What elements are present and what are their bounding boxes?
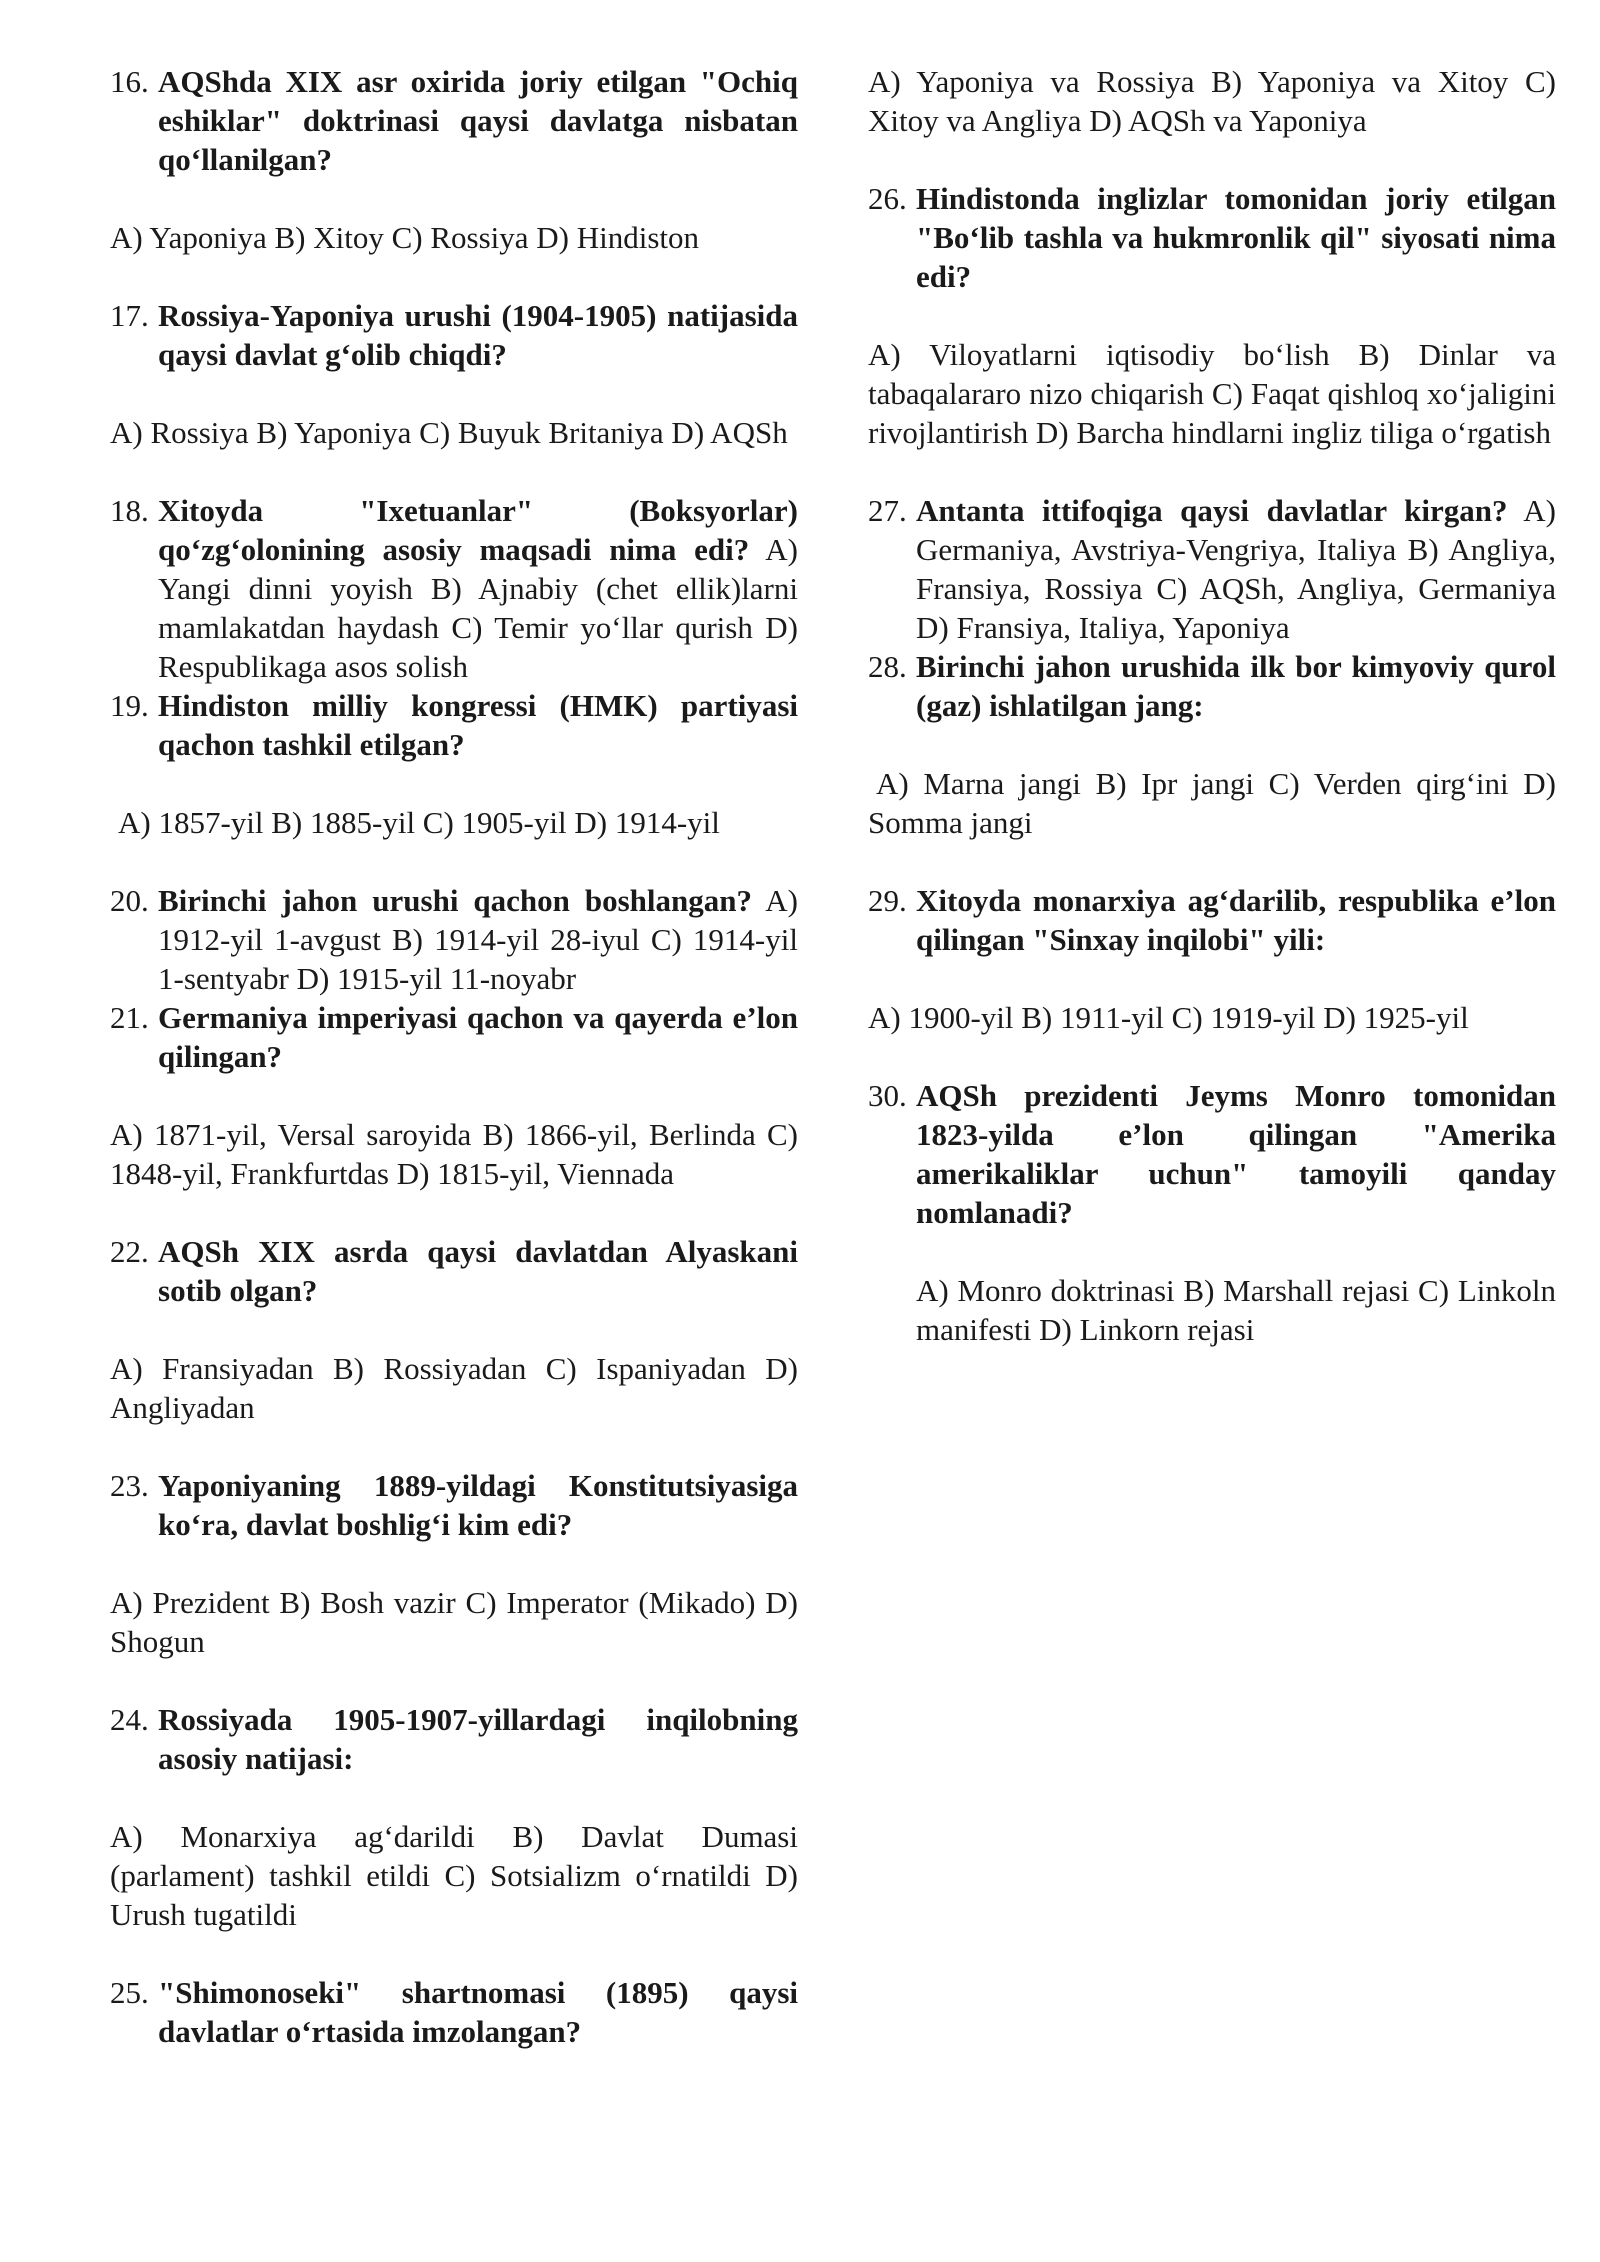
question-number: 18.: [110, 493, 149, 528]
question-number: 17.: [110, 298, 149, 333]
question-number: 27.: [868, 493, 907, 528]
question-text: Rossiya-Yaponiya urushi (1904-1905) natijasida qaysi davlat g‘olib chiqdi?: [158, 298, 798, 372]
question-text: Antanta ittifoqiga qaysi davlatlar kirgan?: [916, 493, 1508, 528]
question-17: [110, 296, 798, 374]
answer-options-23: A) Prezident B) Bosh vazir C) Imperator (Mikado) D) Shogun: [110, 1585, 798, 1659]
answer-options-30: A) Monro doktrinasi B) Marshall rejasi C) Linkoln manifesti D) Linkorn rejasi: [916, 1273, 1556, 1347]
question-text: Xitoyda "Ixetuanlar" (Boksyorlar) qo‘zg‘olonining asosiy maqsadi nima edi?: [158, 493, 798, 567]
question-number: 22.: [110, 1234, 149, 1269]
question-number: 21.: [110, 1000, 149, 1035]
answer-options-21: A) 1871-yil, Versal saroyida B) 1866-yil, Berlinda C) 1848-yil, Frankfurtdas D) 1815-yil, Viennada: [110, 1117, 798, 1191]
question-26: [868, 179, 1556, 296]
question-19: [110, 686, 798, 764]
question-number: 23.: [110, 1468, 149, 1503]
question-18: [110, 491, 798, 686]
answer-options-27: A) Germaniya, Avstriya-Vengriya, Italiya B) Angliya, Fransiya, Rossiya C) AQSh, Angliya, Germaniya D) Fransiya, Italiya, Yaponiya: [916, 493, 1556, 645]
answer-options-26: A) Viloyatlarni iqtisodiy bo‘lish B) Dinlar va tabaqalararo nizo chiqarish C) Faqat qishloq xo‘jaligini rivojlantirish D) Barcha hindlarni ingliz tiliga o‘rgatish: [868, 337, 1556, 450]
question-text: Germaniya imperiyasi qachon va qayerda e’lon qilingan?: [158, 1000, 798, 1074]
question-text: Yaponiyaning 1889-yildagi Konstitutsiyasiga ko‘ra, davlat boshlig‘i kim edi?: [158, 1468, 798, 1542]
question-text: AQShda XIX asr oxirida joriy etilgan "Ochiq eshiklar" doktrinasi qaysi davlatga nisbatan qo‘llanilgan?: [158, 64, 798, 177]
answer-options-24: A) Monarxiya ag‘darildi B) Davlat Dumasi (parlament) tashkil etildi C) Sotsializm o‘rnatildi D) Urush tugatildi: [110, 1819, 798, 1932]
answer-options-17: A) Rossiya B) Yaponiya C) Buyuk Britaniya D) AQSh: [110, 415, 788, 450]
question-16: [110, 62, 798, 179]
question-23: [110, 1466, 798, 1544]
answer-options-16: A) Yaponiya B) Xitoy C) Rossiya D) Hindiston: [110, 220, 700, 255]
left-column: [110, 62, 798, 2051]
question-text: Xitoyda monarxiya ag‘darilib, respublika e’lon qilingan "Sinxay inqilobi" yili:: [916, 883, 1556, 957]
question-text: Hindistonda inglizlar tomonidan joriy etilgan "Bo‘lib tashla va hukmronlik qil" siyosati nima edi?: [916, 181, 1556, 294]
answer-options-19: A) 1857-yil B) 1885-yil C) 1905-yil D) 1914-yil: [118, 805, 720, 840]
answer-options-29: A) 1900-yil B) 1911-yil C) 1919-yil D) 1925-yil: [868, 1000, 1469, 1035]
question-text: Birinchi jahon urushi qachon boshlangan?: [158, 883, 752, 918]
answer-options-25: A) Yaponiya va Rossiya B) Yaponiya va Xitoy C) Xitoy va Angliya D) AQSh va Yaponiya: [868, 64, 1556, 138]
question-number: 30.: [868, 1078, 907, 1113]
question-number: 25.: [110, 1975, 149, 2010]
question-number: 20.: [110, 883, 149, 918]
question-text: AQSh XIX asrda qaysi davlatdan Alyaskani sotib olgan?: [158, 1234, 798, 1308]
question-25: [110, 1973, 798, 2051]
question-text: Rossiyada 1905-1907-yillardagi inqilobning asosiy natijasi:: [158, 1702, 798, 1776]
question-text: Hindiston milliy kongressi (HMK) partiyasi qachon tashkil etilgan?: [158, 688, 798, 762]
answer-options-28: A) Marna jangi B) Ipr jangi C) Verden qirg‘ini D) Somma jangi: [868, 766, 1556, 840]
question-text: Birinchi jahon urushida ilk bor kimyoviy qurol (gaz) ishlatilgan jang:: [916, 649, 1556, 723]
question-29: [868, 881, 1556, 959]
question-21: [110, 998, 798, 1076]
answer-options-18: A) Yangi dinni yoyish B) Ajnabiy (chet ellik)larni mamlakatdan haydash C) Temir yo‘llar qurish D) Respublikaga asos solish: [158, 532, 798, 684]
question-number: 29.: [868, 883, 907, 918]
question-number: 26.: [868, 181, 907, 216]
question-22: [110, 1232, 798, 1310]
question-28: [868, 647, 1556, 725]
answer-options-22: A) Fransiyadan B) Rossiyadan C) Ispaniyadan D) Angliyadan: [110, 1351, 798, 1425]
question-number: 24.: [110, 1702, 149, 1737]
question-20: [110, 881, 798, 998]
question-number: 19.: [110, 688, 149, 723]
question-text: AQSh prezidenti Jeyms Monro tomonidan 1823-yilda e’lon qilingan "Amerika amerikaliklar uchun" tamoyili qanday nomlanadi?: [916, 1078, 1556, 1230]
question-24: [110, 1700, 798, 1778]
question-number: 28.: [868, 649, 907, 684]
answer-options-20: A) 1912-yil 1-avgust B) 1914-yil 28-iyul C) 1914-yil 1-sentyabr D) 1915-yil 11-noyabr: [158, 883, 798, 996]
right-column: [868, 62, 1556, 1349]
question-text: "Shimonoseki" shartnomasi (1895) qaysi davlatlar o‘rtasida imzolangan?: [158, 1975, 798, 2049]
question-30: [868, 1076, 1556, 1232]
question-27: [868, 491, 1556, 647]
question-number: 16.: [110, 64, 149, 99]
